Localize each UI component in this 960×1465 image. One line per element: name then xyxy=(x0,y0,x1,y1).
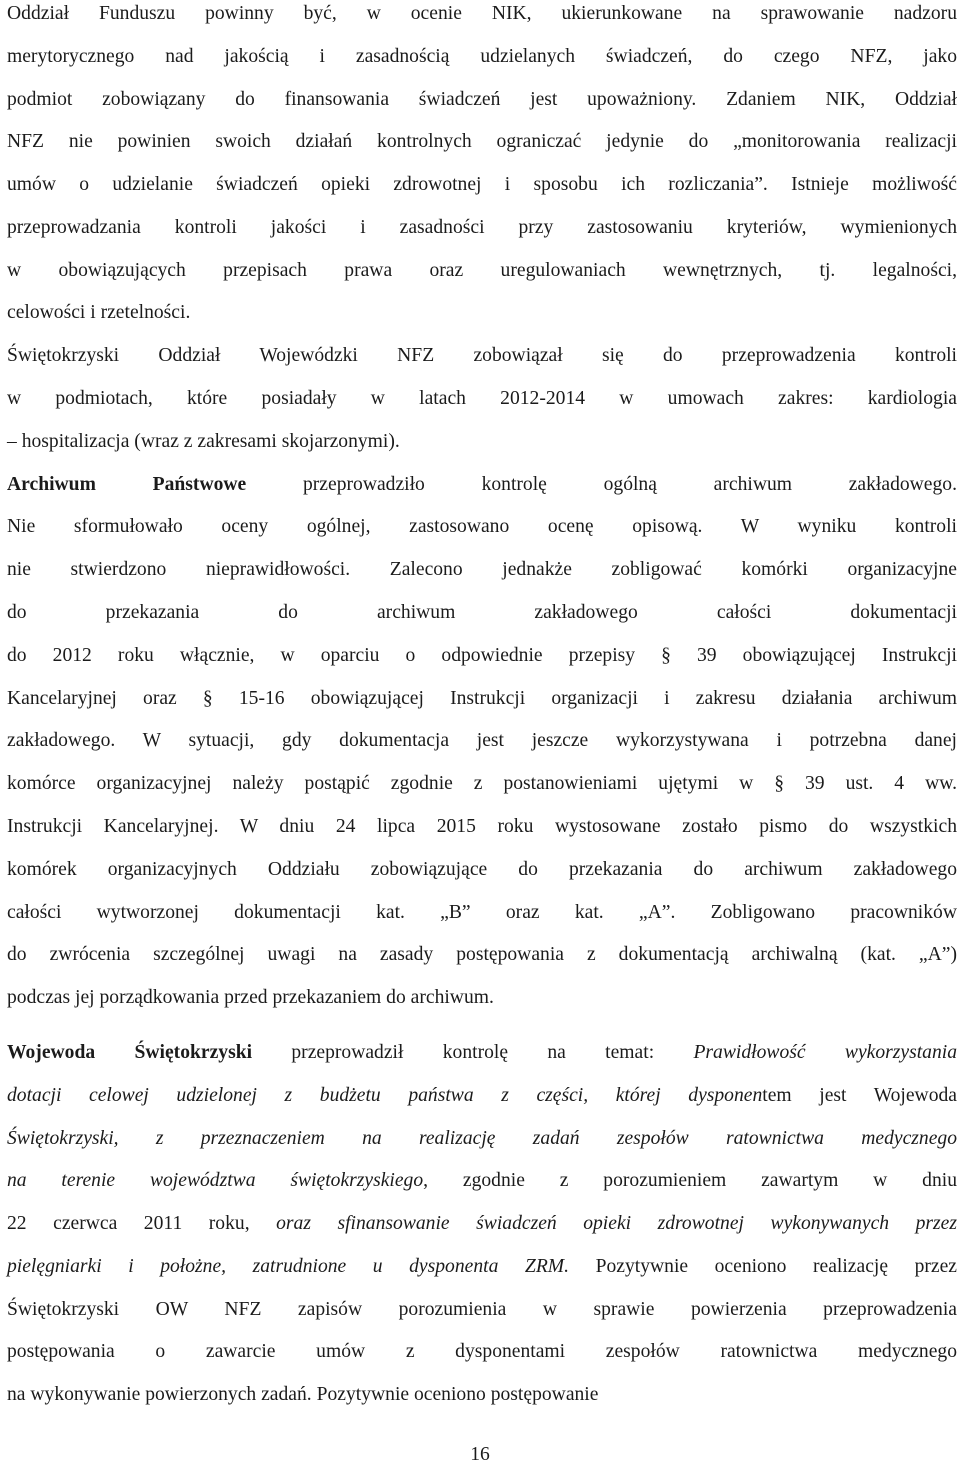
text-line xyxy=(7,260,957,282)
text-line xyxy=(7,688,957,710)
text-segment: zakładowego. W sytuacji, gdy dokumentacja jest jeszcze wykorzystywana i potrzebna danej xyxy=(7,730,957,751)
text-line xyxy=(7,1256,957,1278)
text-segment: podczas jej porządkowania przed przekazaniem do archiwum. xyxy=(7,987,494,1008)
text-line xyxy=(7,516,957,538)
text-segment: przeprowadzania kontroli jakości i zasadności przy zastosowaniu kryteriów, wymienionych xyxy=(7,217,957,238)
text-segment: podmiot zobowiązany do finansowania świadczeń jest upoważniony. Zdaniem NIK, Oddział xyxy=(7,89,957,110)
italic-text: Prawidłowość wykorzystania xyxy=(693,1042,958,1063)
bold-text: Wojewoda Świętokrzyski xyxy=(7,1042,253,1063)
bold-text: Archiwum Państwowe xyxy=(7,474,247,495)
italic-text: dotacji celowej udzielonej z budżetu państwa z części, której dysponen xyxy=(7,1085,763,1106)
text-segment: do przekazania do archiwum zakładowego całości dokumentacji xyxy=(7,602,957,623)
text-line xyxy=(7,645,957,667)
italic-text: pielęgniarki i położne, zatrudnione u dysponenta ZRM. xyxy=(7,1256,570,1277)
italic-text: Świętokrzyski, z przeznaczeniem na realizację zadań zespołów ratownictwa medycznego xyxy=(7,1128,957,1149)
text-line xyxy=(7,131,957,153)
text-line xyxy=(7,3,957,25)
text-segment: postępowania o zawarcie umów z dysponentami zespołów ratownictwa medycznego xyxy=(7,1341,957,1362)
text-line xyxy=(7,1085,957,1107)
text-segment: Świętokrzyski Oddział Wojewódzki NFZ zobowiązał się do przeprowadzenia kontroli xyxy=(7,345,957,366)
text-segment: tem jest Wojewoda xyxy=(762,1085,957,1106)
text-segment: 22 czerwca 2011 roku, xyxy=(7,1213,277,1234)
text-segment: – hospitalizacja (wraz z zakresami skojarzonymi). xyxy=(7,431,400,452)
text-segment: w obowiązujących przepisach prawa oraz uregulowaniach wewnętrznych, tj. legalności, xyxy=(7,260,957,281)
text-segment: Nie sformułowało oceny ogólnej, zastosowano ocenę opisową. W wyniku kontroli xyxy=(7,516,957,537)
text-segment: NFZ nie powinien swoich działań kontrolnych ograniczać jedynie do „monitorowania realizacji xyxy=(7,131,957,152)
text-segment: przeprowadził kontrolę na temat: xyxy=(252,1042,694,1063)
text-segment: Kancelaryjnej oraz § 15-16 obowiązującej Instrukcji organizacji i zakresu działania archiwum xyxy=(7,688,957,709)
text-line xyxy=(7,1170,957,1192)
text-segment: do 2012 roku włącznie, w oparciu o odpowiednie przepisy § 39 obowiązującej Instrukcji xyxy=(7,645,957,666)
text-segment: nie stwierdzono nieprawidłowości. Zalecono jednakże zobligować komórki organizacyjne xyxy=(7,559,957,580)
text-segment: merytorycznego nad jakością i zasadnością udzielanych świadczeń, do czego NFZ, jako xyxy=(7,46,957,67)
text-line xyxy=(7,388,957,410)
text-line xyxy=(7,431,957,453)
text-line xyxy=(7,1042,957,1064)
text-segment: przeprowadziło kontrolę ogólną archiwum zakładowego. xyxy=(246,474,958,495)
text-segment: , zgodnie z porozumieniem zawartym w dniu xyxy=(423,1170,957,1191)
text-line xyxy=(7,730,957,752)
text-segment: celowości i rzetelności. xyxy=(7,302,191,323)
text-line xyxy=(7,46,957,68)
text-line xyxy=(7,816,957,838)
text-segment: na wykonywanie powierzonych zadań. Pozytywnie oceniono postępowanie xyxy=(7,1384,599,1405)
italic-text: oraz sfinansowanie świadczeń opieki zdrowotnej wykonywanych przez xyxy=(276,1213,957,1234)
text-segment: Instrukcji Kancelaryjnej. W dniu 24 lipca 2015 roku wystosowane zostało pismo do wszystkich xyxy=(7,816,957,837)
text-line xyxy=(7,217,957,239)
text-line xyxy=(7,89,957,111)
text-segment: komórek organizacyjnych Oddziału zobowiązujące do przekazania do archiwum zakładowego xyxy=(7,859,957,880)
italic-text: na terenie województwa świętokrzyskiego xyxy=(7,1170,424,1191)
text-segment: komórce organizacyjnej należy postąpić zgodnie z postanowieniami ujętymi w § 39 ust. 4 ww. xyxy=(7,773,957,794)
text-segment: umów o udzielanie świadczeń opieki zdrowotnej i sposobu ich rozliczania”. Istnieje możliwość xyxy=(7,174,957,195)
text-line xyxy=(7,474,957,496)
text-line xyxy=(7,1213,957,1235)
text-line xyxy=(7,902,957,924)
text-segment: Pozytywnie oceniono realizację przez xyxy=(569,1256,957,1277)
text-line xyxy=(7,345,957,367)
text-line xyxy=(7,1128,957,1150)
text-line xyxy=(7,602,957,624)
text-line xyxy=(7,559,957,581)
page-number: 16 xyxy=(470,1444,490,1465)
text-segment: do zwrócenia szczególnej uwagi na zasady postępowania z dokumentacją archiwalną (kat. „A”) xyxy=(7,944,957,965)
text-line xyxy=(7,1299,957,1321)
text-line xyxy=(7,174,957,196)
text-line xyxy=(7,987,957,1009)
text-line xyxy=(7,944,957,966)
text-line xyxy=(7,302,957,324)
text-line xyxy=(7,773,957,795)
text-line xyxy=(7,1384,957,1406)
text-line xyxy=(7,1341,957,1363)
text-segment: Świętokrzyski OW NFZ zapisów porozumienia w sprawie powierzenia przeprowadzenia xyxy=(7,1299,957,1320)
text-segment: Oddział Funduszu powinny być, w ocenie NIK, ukierunkowane na sprawowanie nadzoru xyxy=(7,3,957,24)
text-segment: całości wytworzonej dokumentacji kat. „B” oraz kat. „A”. Zobligowano pracowników xyxy=(7,902,957,923)
text-segment: w podmiotach, które posiadały w latach 2012-2014 w umowach zakres: kardiologia xyxy=(7,388,957,409)
text-line xyxy=(7,859,957,881)
